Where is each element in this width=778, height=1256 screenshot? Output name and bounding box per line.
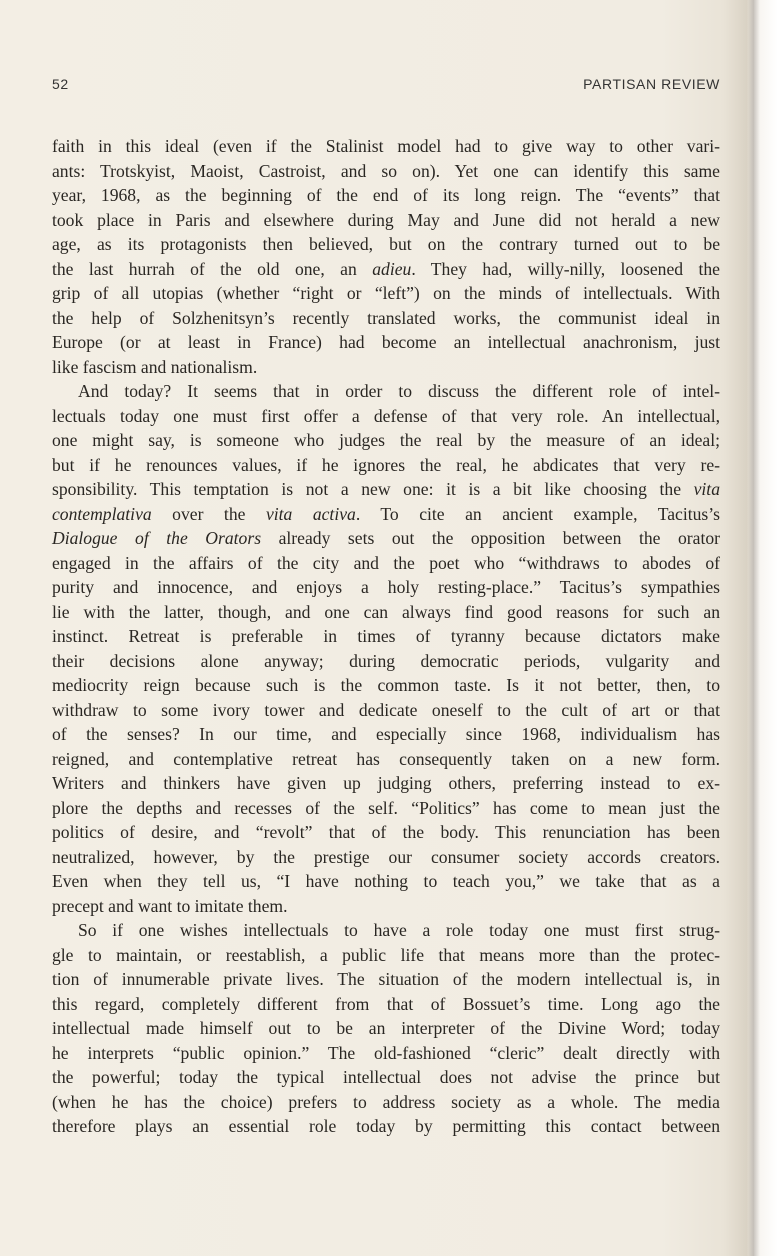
text-line	[52, 355, 720, 380]
text-line	[52, 1041, 720, 1066]
text-segment: already sets out the opposition between the orator	[261, 528, 720, 548]
text-segment: (when he has the choice) prefers to address society as a whole. The media	[52, 1091, 720, 1112]
italic-text: adieu	[372, 258, 412, 279]
text-line	[52, 1016, 720, 1041]
text-segment: one might say, is someone who judges the real by the measure of an ideal;	[52, 430, 720, 450]
text-segment: purity and innocence, and enjoys a holy resting-place.” Tacitus’s sympathies	[52, 577, 720, 597]
text-line	[52, 575, 720, 600]
text-segment: of the senses? In our time, and especially since 1968, individualism has	[52, 724, 720, 744]
text-segment: tion of innumerable private lives. The situation of the modern intellectual is, in	[52, 969, 720, 989]
text-segment: ants: Trotskyist, Maoist, Castroist, and so on). Yet one can identify this same	[52, 160, 720, 181]
text-segment: neutralized, however, by the prestige our consumer society accords creators.	[52, 846, 720, 867]
text-line	[52, 1090, 720, 1115]
text-segment: withdraw to some ivory tower and dedicate oneself to the cult of art or that	[52, 699, 720, 720]
text-line	[52, 820, 720, 845]
text-segment: this regard, completely different from that of Bossuet’s time. Long ago the	[52, 993, 720, 1014]
text-line	[52, 477, 720, 502]
italic-text: vita activa	[265, 503, 356, 524]
text-segment: So if one wishes intellectuals to have a role today one must first strug-	[78, 920, 720, 940]
text-segment: faith in this ideal (even if the Stalinist model had to give way to other vari-	[52, 136, 720, 156]
text-segment: but if he renounces values, if he ignores the real, he abdicates that very re-	[52, 454, 720, 475]
text-segment: engaged in the affairs of the city and the poet who “withdraws to abodes of	[52, 552, 720, 573]
text-segment: reigned, and contemplative retreat has consequently taken on a new form.	[52, 748, 720, 769]
text-segment: lie with the latter, though, and one can always find good reasons for such an	[52, 601, 720, 622]
text-line	[52, 649, 720, 674]
text-segment: therefore plays an essential role today by permitting this contact between	[52, 1116, 720, 1136]
text-line	[52, 624, 720, 649]
text-segment: their decisions alone anyway; during democratic periods, vulgarity and	[52, 650, 720, 671]
text-line	[52, 722, 720, 747]
text-line	[52, 943, 720, 968]
body-text	[52, 134, 720, 1139]
text-segment: Even when they tell us, “I have nothing to teach you,” we take that as a	[52, 871, 720, 891]
text-line	[52, 281, 720, 306]
text-line	[52, 183, 720, 208]
text-segment: took place in Paris and elsewhere during May and June did not herald a new	[52, 209, 720, 230]
text-segment: intellectual made himself out to be an interpreter of the Divine Word; today	[52, 1018, 720, 1038]
text-line	[52, 673, 720, 698]
text-segment: he interprets “public opinion.” The old-fashioned “cleric” dealt directly with	[52, 1042, 720, 1063]
text-line	[52, 428, 720, 453]
text-line	[52, 698, 720, 723]
page-edge-shadow	[748, 0, 760, 1256]
text-segment: the help of Solzhenitsyn’s recently translated works, the communist ideal in	[52, 307, 720, 328]
text-line	[52, 404, 720, 429]
text-segment: precept and want to imitate them.	[52, 895, 288, 916]
text-line	[52, 159, 720, 184]
text-line	[52, 526, 720, 551]
text-segment: the last hurrah of the old one, an	[52, 258, 373, 279]
text-line	[52, 869, 720, 894]
text-line	[52, 600, 720, 625]
text-segment: mediocrity reign because such is the common taste. Is it not better, then, to	[52, 675, 720, 695]
text-line	[52, 257, 720, 282]
text-segment: politics of desire, and “revolt” that of the body. This renunciation has been	[52, 822, 720, 842]
text-segment: And today? It seems that in order to discuss the different role of intel-	[78, 381, 720, 401]
text-segment: instinct. Retreat is preferable in times of tyranny because dictators make	[52, 626, 720, 646]
text-line	[52, 747, 720, 772]
text-line	[52, 453, 720, 478]
text-segment: like fascism and nationalism.	[52, 356, 258, 377]
italic-text: contemplativa	[52, 503, 152, 524]
text-segment: gle to maintain, or reestablish, a public life that means more than the protec-	[52, 944, 720, 965]
running-head	[52, 76, 720, 98]
text-line	[52, 845, 720, 870]
text-segment: grip of all utopias (whether “right or “left”) on the minds of intellectuals. With	[52, 283, 720, 303]
text-line	[52, 208, 720, 233]
page-number: 52	[52, 76, 69, 92]
text-line	[52, 771, 720, 796]
text-segment: the powerful; today the typical intellectual does not advise the prince but	[52, 1067, 720, 1087]
text-line	[52, 330, 720, 355]
text-line	[52, 551, 720, 576]
text-segment: . They had, willy-nilly, loosened the	[411, 258, 720, 279]
text-line	[52, 502, 720, 527]
text-line	[52, 1065, 720, 1090]
text-segment: plore the depths and recesses of the self. “Politics” has come to mean just the	[52, 797, 720, 818]
text-line	[52, 894, 720, 919]
text-segment: lectuals today one must first offer a defense of that very role. An intellectual,	[52, 405, 720, 426]
text-segment: Europe (or at least in France) had become an intellectual anachronism, just	[52, 332, 720, 352]
text-line	[52, 918, 720, 943]
text-line	[52, 306, 720, 331]
text-line	[52, 379, 720, 404]
text-segment: . To cite an ancient example, Tacitus’s	[355, 503, 720, 524]
journal-title: PARTISAN REVIEW	[583, 76, 720, 92]
text-line	[52, 232, 720, 257]
text-line	[52, 1114, 720, 1139]
text-segment: sponsibility. This temptation is not a new one: it is a bit like choosing the	[52, 479, 694, 499]
text-line	[52, 134, 720, 159]
text-segment: age, as its protagonists then believed, but on the contrary turned out to be	[52, 234, 720, 254]
text-segment: over the	[151, 503, 266, 524]
italic-text: vita	[693, 479, 720, 499]
text-line	[52, 992, 720, 1017]
text-segment: year, 1968, as the beginning of the end of its long reign. The “events” that	[52, 185, 720, 205]
text-line	[52, 967, 720, 992]
text-segment: Writers and thinkers have given up judging others, preferring instead to ex-	[52, 773, 720, 793]
italic-text: Dialogue of the Orators	[52, 528, 262, 548]
text-line	[52, 796, 720, 821]
